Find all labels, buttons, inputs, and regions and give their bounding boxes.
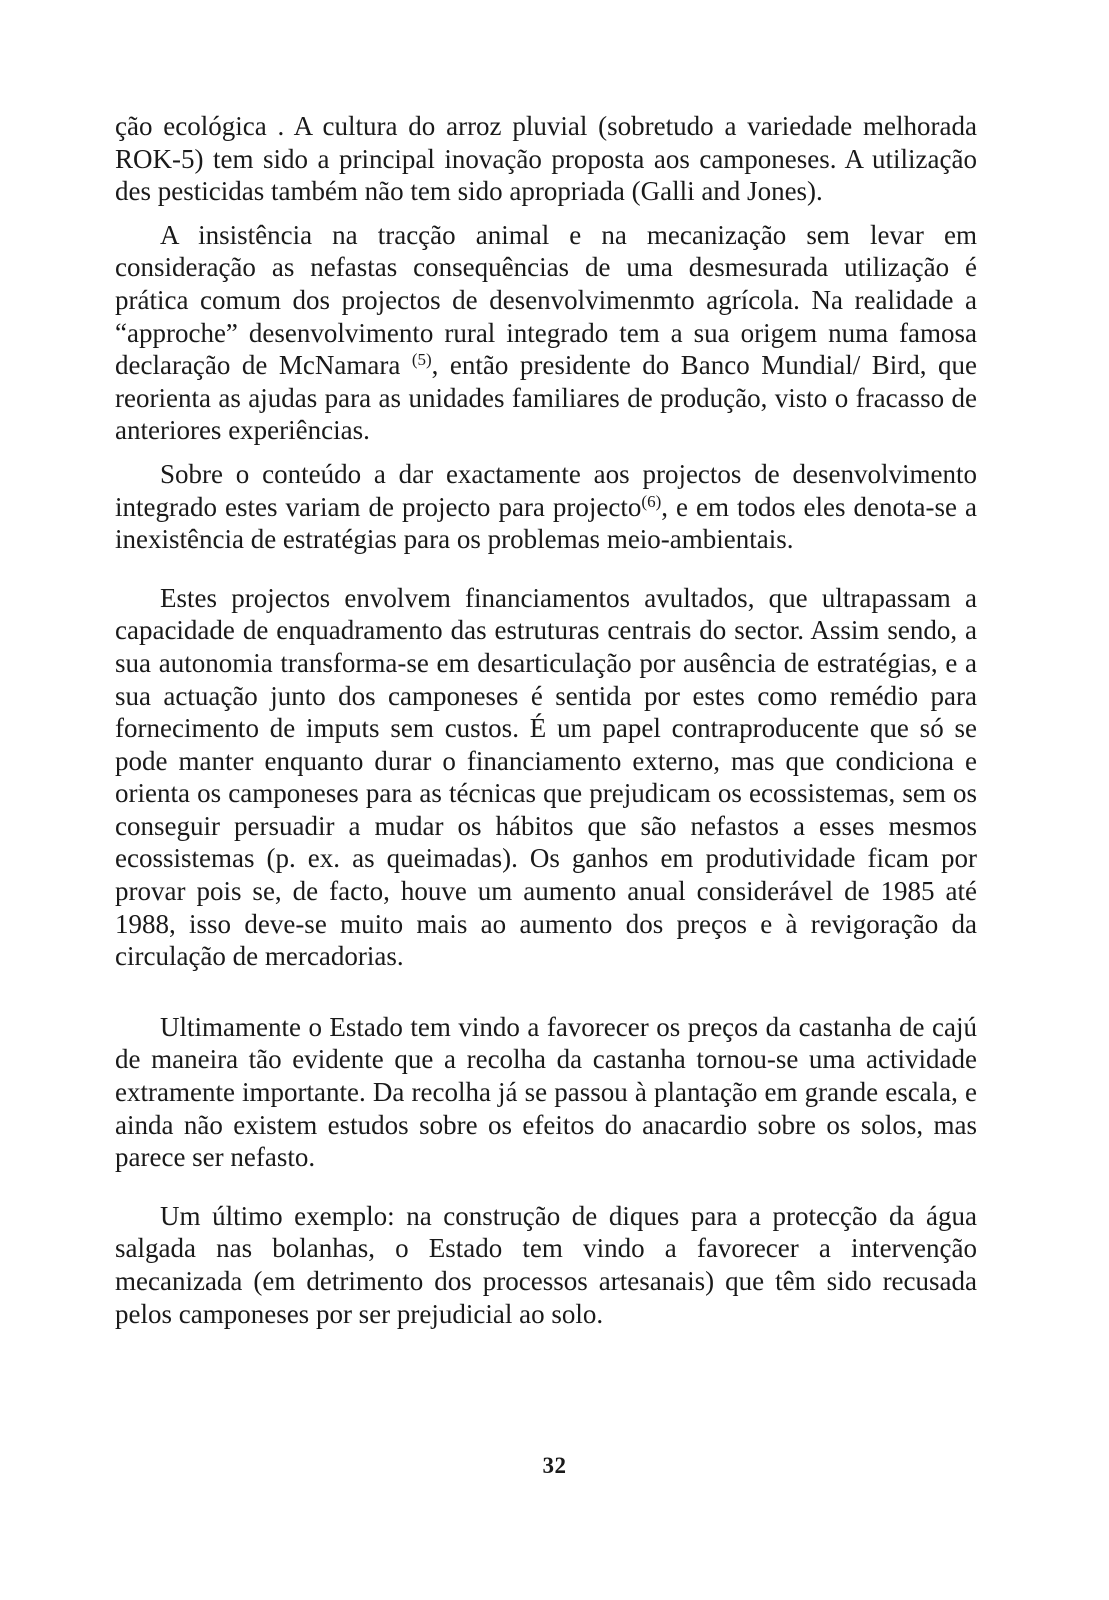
footnote-ref-5: (5) [411, 350, 432, 370]
paragraph-6 [115, 1200, 977, 1330]
paragraph-5-text: Ultimamente o Estado tem vindo a favorecer os preços da castanha de cajú de maneira tão evidente que a recolha da castanha tornou-se uma actividade extramente importante. Da recolha já se passou à plantação em grande escala, e ainda não existem estudos sobre os efeitos do anacardio sobre os solos, mas parece ser nefasto. [115, 1011, 977, 1173]
paragraph-2-text-b: , então presidente do Banco Mundial/ Bird, que reorienta as ajudas para as unidades familiares de produção, visto o fracasso de anteriores experiências. [115, 350, 977, 446]
paragraph-6-text: Um último exemplo: na construção de diques para a protecção da água salgada nas bolanhas, o Estado tem vindo a favorecer a intervenção mecanizada (em detrimento dos processos artesanais) que têm sido recusada pelos camponeses por ser prejudicial ao solo. [115, 1200, 977, 1329]
paragraph-3-text-a: Sobre o conteúdo a dar exactamente aos projectos de desenvolvimento integrado estes variam de projecto para projecto [115, 458, 977, 522]
paragraph-2 [115, 219, 977, 447]
paragraph-4 [115, 582, 977, 973]
paragraph-3 [115, 458, 977, 556]
document-page [115, 110, 977, 1330]
paragraph-5 [115, 1011, 977, 1174]
paragraph-3-text-b: , e em todos eles denota-se a inexistência de estratégias para os problemas meio-ambientais. [115, 491, 977, 555]
paragraph-1 [115, 110, 977, 208]
paragraph-2-text-a: A insistência na tracção animal e na mecanização sem levar em consideração as nefastas consequências de uma desmesurada utilização é prática comum dos projectos de desenvolvimenmto agrícola. Na realidade a “approche” desenvolvimento rural integrado tem a sua origem numa famosa declaração de McNamara [115, 219, 977, 381]
paragraph-4-text: Estes projectos envolvem financiamentos avultados, que ultrapassam a capacidade de enquadramento das estruturas centrais do sector. Assim sendo, a sua autonomia transforma-se em desarticulação por ausência de estratégias, e a sua actuação junto dos camponeses é sentida por estes como remédio para fornecimento de imputs sem custos. É um papel contraproducente que só se pode manter enquanto durar o financiamento externo, mas que condiciona e orienta os camponeses para as técnicas que prejudicam os ecossistemas, sem os conseguir persuadir a mudar os hábitos que são nefastos a esses mesmos ecossistemas (p. ex. as queimadas). Os ganhos em produtividade ficam por provar pois se, de facto, houve um aumento anual considerável de 1985 até 1988, isso deve-se muito mais ao aumento dos preços e à revigoração da circulação de mercadorias. [115, 582, 977, 972]
paragraph-1-text: ção ecológica . A cultura do arroz pluvial (sobretudo a variedade melhorada ROK-5) tem sido a principal inovação proposta aos camponeses. A utilização des pesticidas também não tem sido apropriada (Galli and Jones). [115, 111, 977, 207]
footnote-ref-6: (6) [641, 491, 662, 511]
page-number: 32 [542, 1453, 567, 1478]
